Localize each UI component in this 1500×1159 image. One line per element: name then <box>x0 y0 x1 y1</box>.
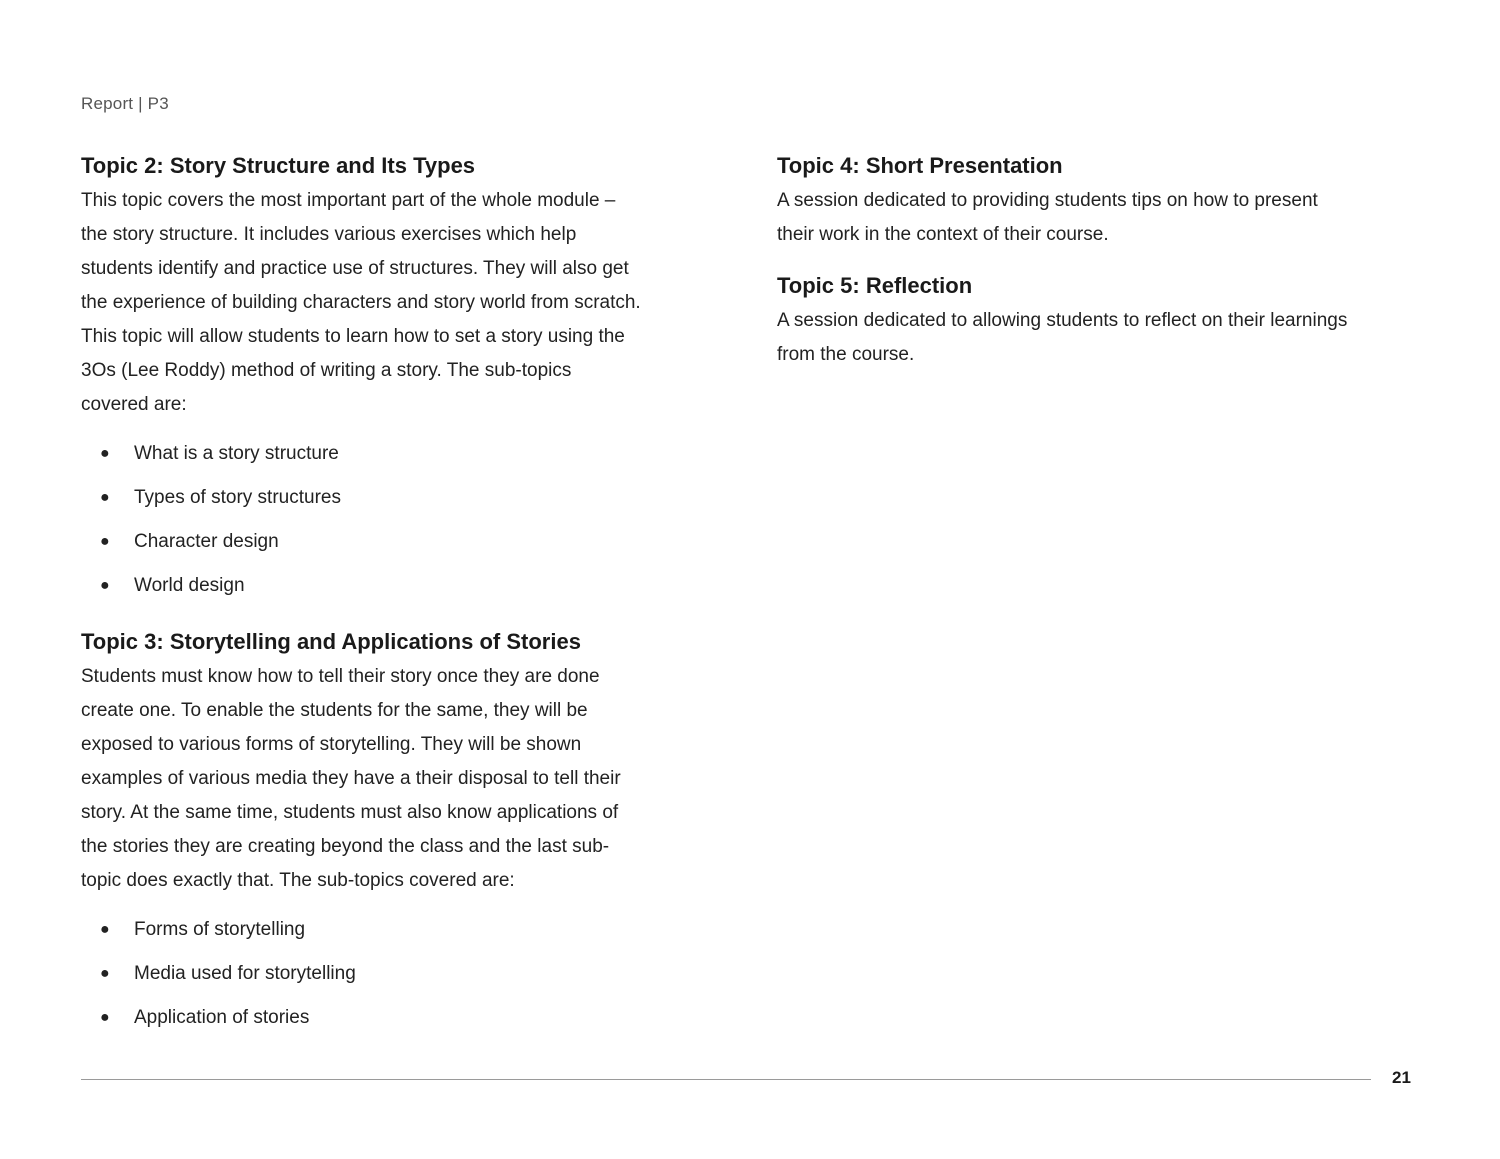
bullet-icon: ● <box>100 445 110 462</box>
bullet-icon: ● <box>100 533 110 550</box>
topic-4-heading: Topic 4: Short Presentation <box>777 153 1063 178</box>
right-column <box>777 150 1357 390</box>
topic-2-body: This topic covers the most important part of the whole module – the story structure. It includes various exercises which help students identify and practice use of structures. They will also get the experience of building characters and story world from scratch. This topic will allow students to learn how to set a story using the 3Os (Lee Roddy) method of writing a story. The sub-topics covered are: <box>81 190 641 415</box>
list-item <box>81 952 641 996</box>
bullet-icon: ● <box>100 1009 110 1026</box>
bullet-icon: ● <box>100 921 110 938</box>
topic-3-body: Students must know how to tell their story once they are done create one. To enable the students for the same, they will be exposed to various forms of storytelling. They will be shown examples of various media they have a their disposal to tell their story. At the same time, students must also know applications of the stories they are creating beyond the class and the last sub-topic does exactly that. The sub-topics covered are: <box>81 666 621 891</box>
list-item-text: Media used for storytelling <box>134 963 356 984</box>
topic-5-heading: Topic 5: Reflection <box>777 273 973 298</box>
list-item-text: What is a story structure <box>134 443 339 464</box>
topic-4-body: A session dedicated to providing students tips on how to present their work in the context of their course. <box>777 190 1318 245</box>
report-section-label: Report | P3 <box>81 94 169 113</box>
list-item <box>81 432 641 476</box>
topic-3-subtopic-list <box>81 908 641 1040</box>
topic-3-heading: Topic 3: Storytelling and Applications of Stories <box>81 629 581 654</box>
topic-2-subtopic-list <box>81 432 641 608</box>
bullet-icon: ● <box>100 489 110 506</box>
bullet-icon: ● <box>100 965 110 982</box>
list-item <box>81 520 641 564</box>
list-item <box>81 476 641 520</box>
list-item <box>81 996 641 1040</box>
list-item-text: Forms of storytelling <box>134 919 306 940</box>
footer-divider <box>81 1079 1371 1080</box>
list-item <box>81 564 641 608</box>
topic-2-heading: Topic 2: Story Structure and Its Types <box>81 153 476 178</box>
list-item-text: Character design <box>134 531 279 552</box>
bullet-icon: ● <box>100 577 110 594</box>
list-item-text: Types of story structures <box>134 487 341 508</box>
page-number: 21 <box>1392 1068 1411 1087</box>
list-item-text: Application of stories <box>134 1007 310 1028</box>
topic-5-body: A session dedicated to allowing students to reflect on their learnings from the course. <box>777 310 1348 365</box>
list-item <box>81 908 641 952</box>
list-item-text: World design <box>134 575 245 596</box>
topic-5-section <box>777 270 1357 372</box>
topic-3-section <box>81 626 641 1040</box>
topic-2-section <box>81 150 641 608</box>
topic-4-section <box>777 150 1357 252</box>
left-column <box>81 150 641 1058</box>
